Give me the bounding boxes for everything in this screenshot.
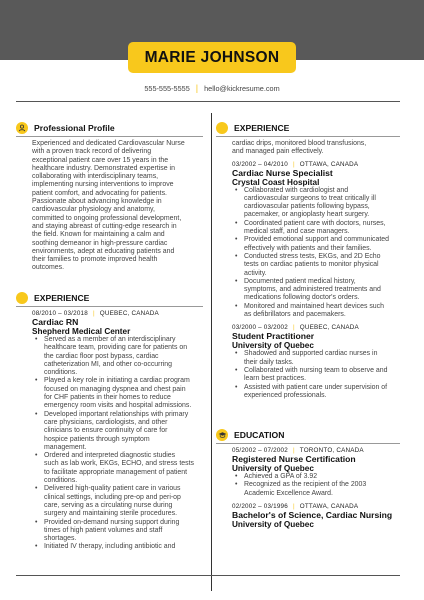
job-location: QUEBEC, CANADA [99, 310, 159, 317]
bullet-item [232, 384, 408, 401]
profile-text [32, 140, 210, 273]
job-bullets [232, 350, 408, 400]
bullet-line: focused on managing dyspnea and chest pain [44, 385, 186, 393]
profile-line: and staying abreast of cutting-edge research in [32, 222, 177, 230]
bullet-line: hospice patients through symptom [44, 435, 150, 443]
bullet-line: learn best practices. [244, 375, 307, 383]
carryover-line: cardiac drips, monitored blood transfusions, [232, 140, 367, 147]
job-org: Crystal Coast Hospital [232, 177, 320, 187]
bullet-line: clinicians to ensure continuity of care for [44, 427, 168, 435]
bullet-line: shortages. [44, 535, 77, 543]
education-title: Registered Nurse Certification [232, 454, 356, 464]
profile-title: Professional Profile [34, 123, 115, 133]
bullet-line: • Developed important relationships with primary [44, 410, 189, 418]
bullet-line: • Collaborated with cardiologist and [244, 186, 349, 194]
job-title: Cardiac RN [32, 317, 79, 327]
profile-line: their families to promote improved health [32, 256, 158, 264]
bullet-line: tests on cardiac patients to monitor physical [244, 261, 379, 269]
education-title: EDUCATION [234, 430, 285, 440]
experience-rule-right [216, 136, 400, 137]
bullet-line: • Played a key role in initiating a cardiac program [44, 377, 190, 385]
bullet-item [32, 485, 210, 518]
bullet-item [232, 367, 408, 384]
phone[interactable]: 555-555-5555 [144, 84, 190, 93]
full-name: MARIE JOHNSON [144, 48, 280, 66]
contact-line [0, 84, 424, 93]
profile-line: collaborating with interdisciplinary teams, [32, 173, 159, 181]
bullet-line: emergency room visits and hospital admissions. [44, 402, 192, 410]
education-org: University of Quebec [232, 464, 314, 473]
bullet-line: symptoms, and administered treatments and [244, 286, 381, 294]
job-meta: 08/2010 – 03/2018 | QUEBEC, CANADA [32, 310, 159, 317]
bullet-line: conditions. [44, 477, 78, 485]
profile-line: committed to ongoing professional development, [32, 214, 182, 222]
bullet-line: conditions. [44, 369, 78, 377]
profile-line: Passionate about advancing knowledge in [32, 198, 162, 206]
profile-line: healthcare industry. Demonstrated expertise in [32, 164, 175, 172]
job-dates: 08/2010 – 03/2018 [32, 310, 88, 317]
experience-right-content [232, 140, 408, 400]
bullet-item [32, 519, 210, 544]
bullet-item [232, 481, 408, 498]
job-cardiac-rn [32, 310, 210, 552]
bullet-line: activity. [244, 269, 267, 277]
name-banner [128, 42, 296, 73]
job-location: OTTAWA, CANADA [299, 160, 359, 168]
bullet-item [32, 543, 210, 551]
experience-rule [16, 306, 203, 307]
profile-line: exceptional patient care over 15 years in the [32, 156, 169, 164]
bullet-line: for CHF patients in their homes to reduce [44, 394, 171, 402]
education-location: OTTAWA, CANADA [299, 502, 359, 510]
footer-divider [16, 575, 400, 576]
profile-line: cardiovascular physiology and anatomy, [32, 206, 155, 214]
briefcase-icon [16, 292, 28, 304]
meta-separator: | [292, 160, 295, 168]
bullet-item [232, 350, 408, 367]
bullet-line: • Ordered and interpreted diagnostic studies [44, 452, 176, 460]
education-org: University of Quebec [232, 519, 314, 529]
bullet-line: times of high patient volumes and staff [44, 526, 163, 534]
contact-separator: | [195, 83, 199, 93]
profile-line: soothing demeanor in high-pressure cardiac [32, 239, 168, 247]
bullet-item [232, 278, 408, 303]
meta-separator: | [292, 502, 295, 510]
education-content [232, 447, 408, 529]
bullet-item [32, 411, 210, 452]
job-location: QUEBEC, CANADA [299, 324, 359, 332]
education-bullets [232, 473, 408, 498]
profile-line: environments, adept at educating patients and [32, 247, 175, 255]
bullet-item [32, 377, 210, 410]
bullet-item [232, 473, 408, 481]
bullet-line: effectively with patients and their families. [244, 244, 372, 252]
profile-line: patient comfort, and advocating for patients. [32, 189, 167, 197]
bullet-line: their daily tasks. [244, 358, 294, 366]
bullet-line: the cardiac floor post bypass, cardiac [44, 352, 159, 360]
header-divider [16, 101, 400, 102]
bullet-line: • Provided on-demand nursing support during [44, 518, 180, 526]
carryover-text [232, 140, 408, 157]
experience-section-header-right [216, 121, 289, 135]
profile-line: the field. Known for maintaining a calm and [32, 231, 165, 239]
meta-separator: | [292, 447, 295, 454]
bullet-line: • Initiated IV therapy, including antibiotic and [44, 543, 176, 551]
bullet-line: to facilitate appropriate management of patient [44, 468, 188, 476]
experience-title-right: EXPERIENCE [234, 123, 290, 133]
bullet-line: Academic Excellence Award. [244, 489, 333, 497]
bullet-line: • Documented patient medical history, [244, 277, 356, 285]
education-dates: 05/2002 – 07/2002 [232, 447, 288, 454]
job-org: University of Quebec [232, 341, 314, 351]
experience-section-header [16, 291, 89, 305]
bullet-line: management. [44, 443, 87, 451]
profile-line: Experienced and dedicated Cardiovascular Nurse [32, 140, 185, 147]
profile-section-header [16, 121, 115, 135]
bullet-line: clinical settings, including pre-op and peri-op [44, 493, 181, 501]
bullet-line: care physicians, cardiologists, and other [44, 418, 168, 426]
bullet-line: medications following doctor's orders. [244, 294, 360, 302]
bullet-line: • Delivered high-quality patient care in various [44, 485, 181, 493]
education-dates: 02/2002 – 03/1996 [232, 502, 288, 510]
education-location: TORONTO, CANADA [299, 447, 364, 454]
job-bullets [32, 336, 210, 552]
bullet-line: cardiovascular patients following bypass, [244, 203, 370, 211]
email[interactable]: hello@kickresume.com [204, 84, 280, 93]
experience-title: EXPERIENCE [34, 293, 90, 303]
bullet-line: such as lab work, EKGs, ECHO, and stress tests [44, 460, 194, 468]
profile-line: with a proven track record of delivering [32, 148, 152, 156]
bullet-line: • Recognized as the recipient of the 2003 [244, 481, 367, 489]
bullet-item [232, 187, 408, 220]
bullet-line: cardiovascular surgeons to treat critically ill [244, 194, 376, 202]
bullet-line: • Collaborated with nursing team to observe and [244, 366, 388, 374]
job-title: Student Practitioner [232, 331, 315, 342]
education-title: Bachelor's of Science, Cardiac Nursing [232, 509, 393, 520]
bullet-item [32, 336, 210, 377]
bullet-line: surgery and maintaining sterile procedures. [44, 510, 178, 518]
profile-line: implementing nursing interventions to improve [32, 181, 174, 189]
briefcase-icon [216, 122, 228, 134]
bullet-line: • Coordinated patient care with doctors, nurses, [244, 219, 386, 227]
person-icon [16, 122, 28, 134]
profile-line: outcomes. [32, 264, 65, 272]
job-title: Cardiac Nurse Specialist [232, 167, 333, 178]
job-dates: 03/2000 – 03/2002 [232, 324, 288, 332]
profile-rule [16, 136, 203, 137]
column-divider [211, 113, 212, 591]
job-bullets [232, 187, 408, 320]
bullet-line: • Provided emotional support and communicated [244, 236, 389, 244]
meta-separator: | [292, 324, 295, 332]
job-dates: 03/2002 – 04/2010 [232, 160, 288, 168]
job-org: Shepherd Medical Center [32, 327, 131, 336]
carryover-line: and managed pain effectively. [232, 148, 324, 156]
bullet-item [232, 236, 408, 253]
education-section-header [216, 428, 284, 442]
bullet-item [232, 220, 408, 237]
bullet-line: catheterization MI, and other co-occurring [44, 360, 173, 368]
bullet-line: • Monitored and maintained heart devices such [244, 302, 384, 310]
bullet-line: as defibrillators and pacemakers. [244, 311, 346, 319]
bullet-line: • Shadowed and supported cardiac nurses in [244, 350, 378, 358]
bullet-line: • Achieved a GPA of 3.92 [244, 473, 318, 480]
bullet-line: medical staff, and case managers. [244, 228, 350, 236]
bullet-item [232, 253, 408, 278]
bullet-line: healthcare team, providing care for patients on [44, 344, 188, 352]
bullet-line: • Conducted stress tests, EKGs, and 2D Echo [244, 252, 381, 260]
bullet-line: pacemaker, or angioplasty heart surgery. [244, 211, 370, 219]
graduation-cap-icon [216, 429, 228, 441]
bullet-line: care, serving as a circulating nurse during [44, 501, 173, 509]
bullet-item [232, 303, 408, 320]
education-rule [216, 443, 400, 444]
bullet-line: experienced professionals. [244, 391, 327, 399]
bullet-line: • Served as a member of an interdisciplinary [44, 336, 176, 343]
bullet-item [32, 452, 210, 485]
bullet-line: • Assisted with patient care under supervision of [244, 383, 388, 391]
